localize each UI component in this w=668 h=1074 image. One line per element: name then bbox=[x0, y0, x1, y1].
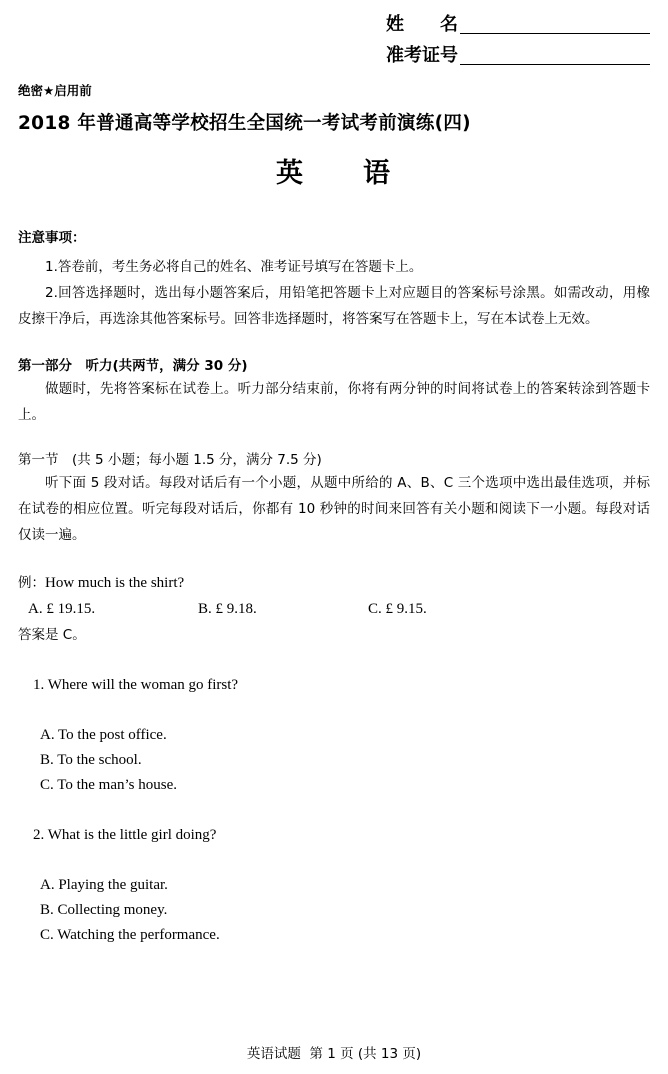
subject-title: 英 语 bbox=[276, 158, 392, 189]
candidate-id-block bbox=[18, 0, 650, 65]
question-2-option-b[interactable]: B. Collecting money. bbox=[40, 902, 168, 918]
notice-heading: 注意事项： bbox=[18, 230, 86, 246]
question-1-option-b[interactable]: B. To the school. bbox=[40, 752, 142, 768]
question-2-text: What is the little girl doing? bbox=[47, 827, 217, 843]
name-input-line[interactable] bbox=[460, 14, 650, 34]
section-one-body: 听下面 5 段对话。每段对话后有一个小题，从题中所给的 A、B、C 三个选项中选出最佳选项，并标在试卷的相应位置。听完每段对话后，你都有 10 秒钟的时间来回答有关小题和阅读下一小题。每段对话仅读一遍。 bbox=[18, 475, 650, 543]
page-footer: 英语试题 第 1 页 (共 13 页) bbox=[246, 1046, 422, 1062]
notice-item-1: 1.答卷前，考生务必将自己的姓名、准考证号填写在答题卡上。 bbox=[45, 259, 423, 275]
part-one-heading: 第一部分 听力(共两节，满分 30 分) bbox=[18, 358, 248, 374]
notice-item-2: 2.回答选择题时，选出每小题答案后，用铅笔把答题卡上对应题目的答案标号涂黑。如需改动，用橡皮擦干净后，再选涂其他答案标号。回答非选择题时，将答案写在答题卡上，写在本试卷上无效。 bbox=[18, 285, 650, 327]
part-one-body: 做题时，先将答案标在试卷上。听力部分结束前，你将有两分钟的时间将试卷上的答案转涂到答题卡上。 bbox=[18, 381, 650, 423]
ticket-input-line[interactable] bbox=[460, 45, 650, 65]
name-row bbox=[18, 14, 650, 34]
question-2-number: 2. bbox=[33, 827, 45, 843]
example-choice-b[interactable]: B. £ 9.18. bbox=[198, 601, 257, 617]
question-2 bbox=[18, 798, 650, 873]
name-label: 姓 名 bbox=[386, 14, 458, 35]
example-question bbox=[18, 570, 650, 596]
secret-notice: 绝密★启用前 bbox=[18, 83, 92, 98]
question-1-number: 1. bbox=[33, 677, 45, 693]
ticket-row bbox=[18, 45, 650, 65]
example-choice-a[interactable]: A. £ 19.15. bbox=[28, 601, 96, 617]
example-choices bbox=[18, 596, 650, 622]
question-2-option-a[interactable]: A. Playing the guitar. bbox=[40, 877, 168, 893]
question-1-option-a[interactable]: A. To the post office. bbox=[40, 727, 167, 743]
example-prompt-text: How much is the shirt? bbox=[45, 575, 185, 591]
ticket-label: 准考证号 bbox=[386, 45, 458, 66]
section-one-heading: 第一节 (共 5 小题；每小题 1.5 分，满分 7.5 分) bbox=[18, 452, 322, 468]
page-title: 2018 年普通高等学校招生全国统一考试考前演练(四) bbox=[18, 113, 471, 134]
example-prompt-label: 例： bbox=[18, 575, 45, 591]
example-choice-c[interactable]: C. £ 9.15. bbox=[368, 601, 427, 617]
example-answer: 答案是 C。 bbox=[18, 627, 86, 643]
question-2-option-c[interactable]: C. Watching the performance. bbox=[40, 927, 220, 943]
question-1-option-c[interactable]: C. To the man’s house. bbox=[40, 777, 177, 793]
question-1 bbox=[18, 648, 650, 723]
question-1-text: Where will the woman go first? bbox=[47, 677, 239, 693]
